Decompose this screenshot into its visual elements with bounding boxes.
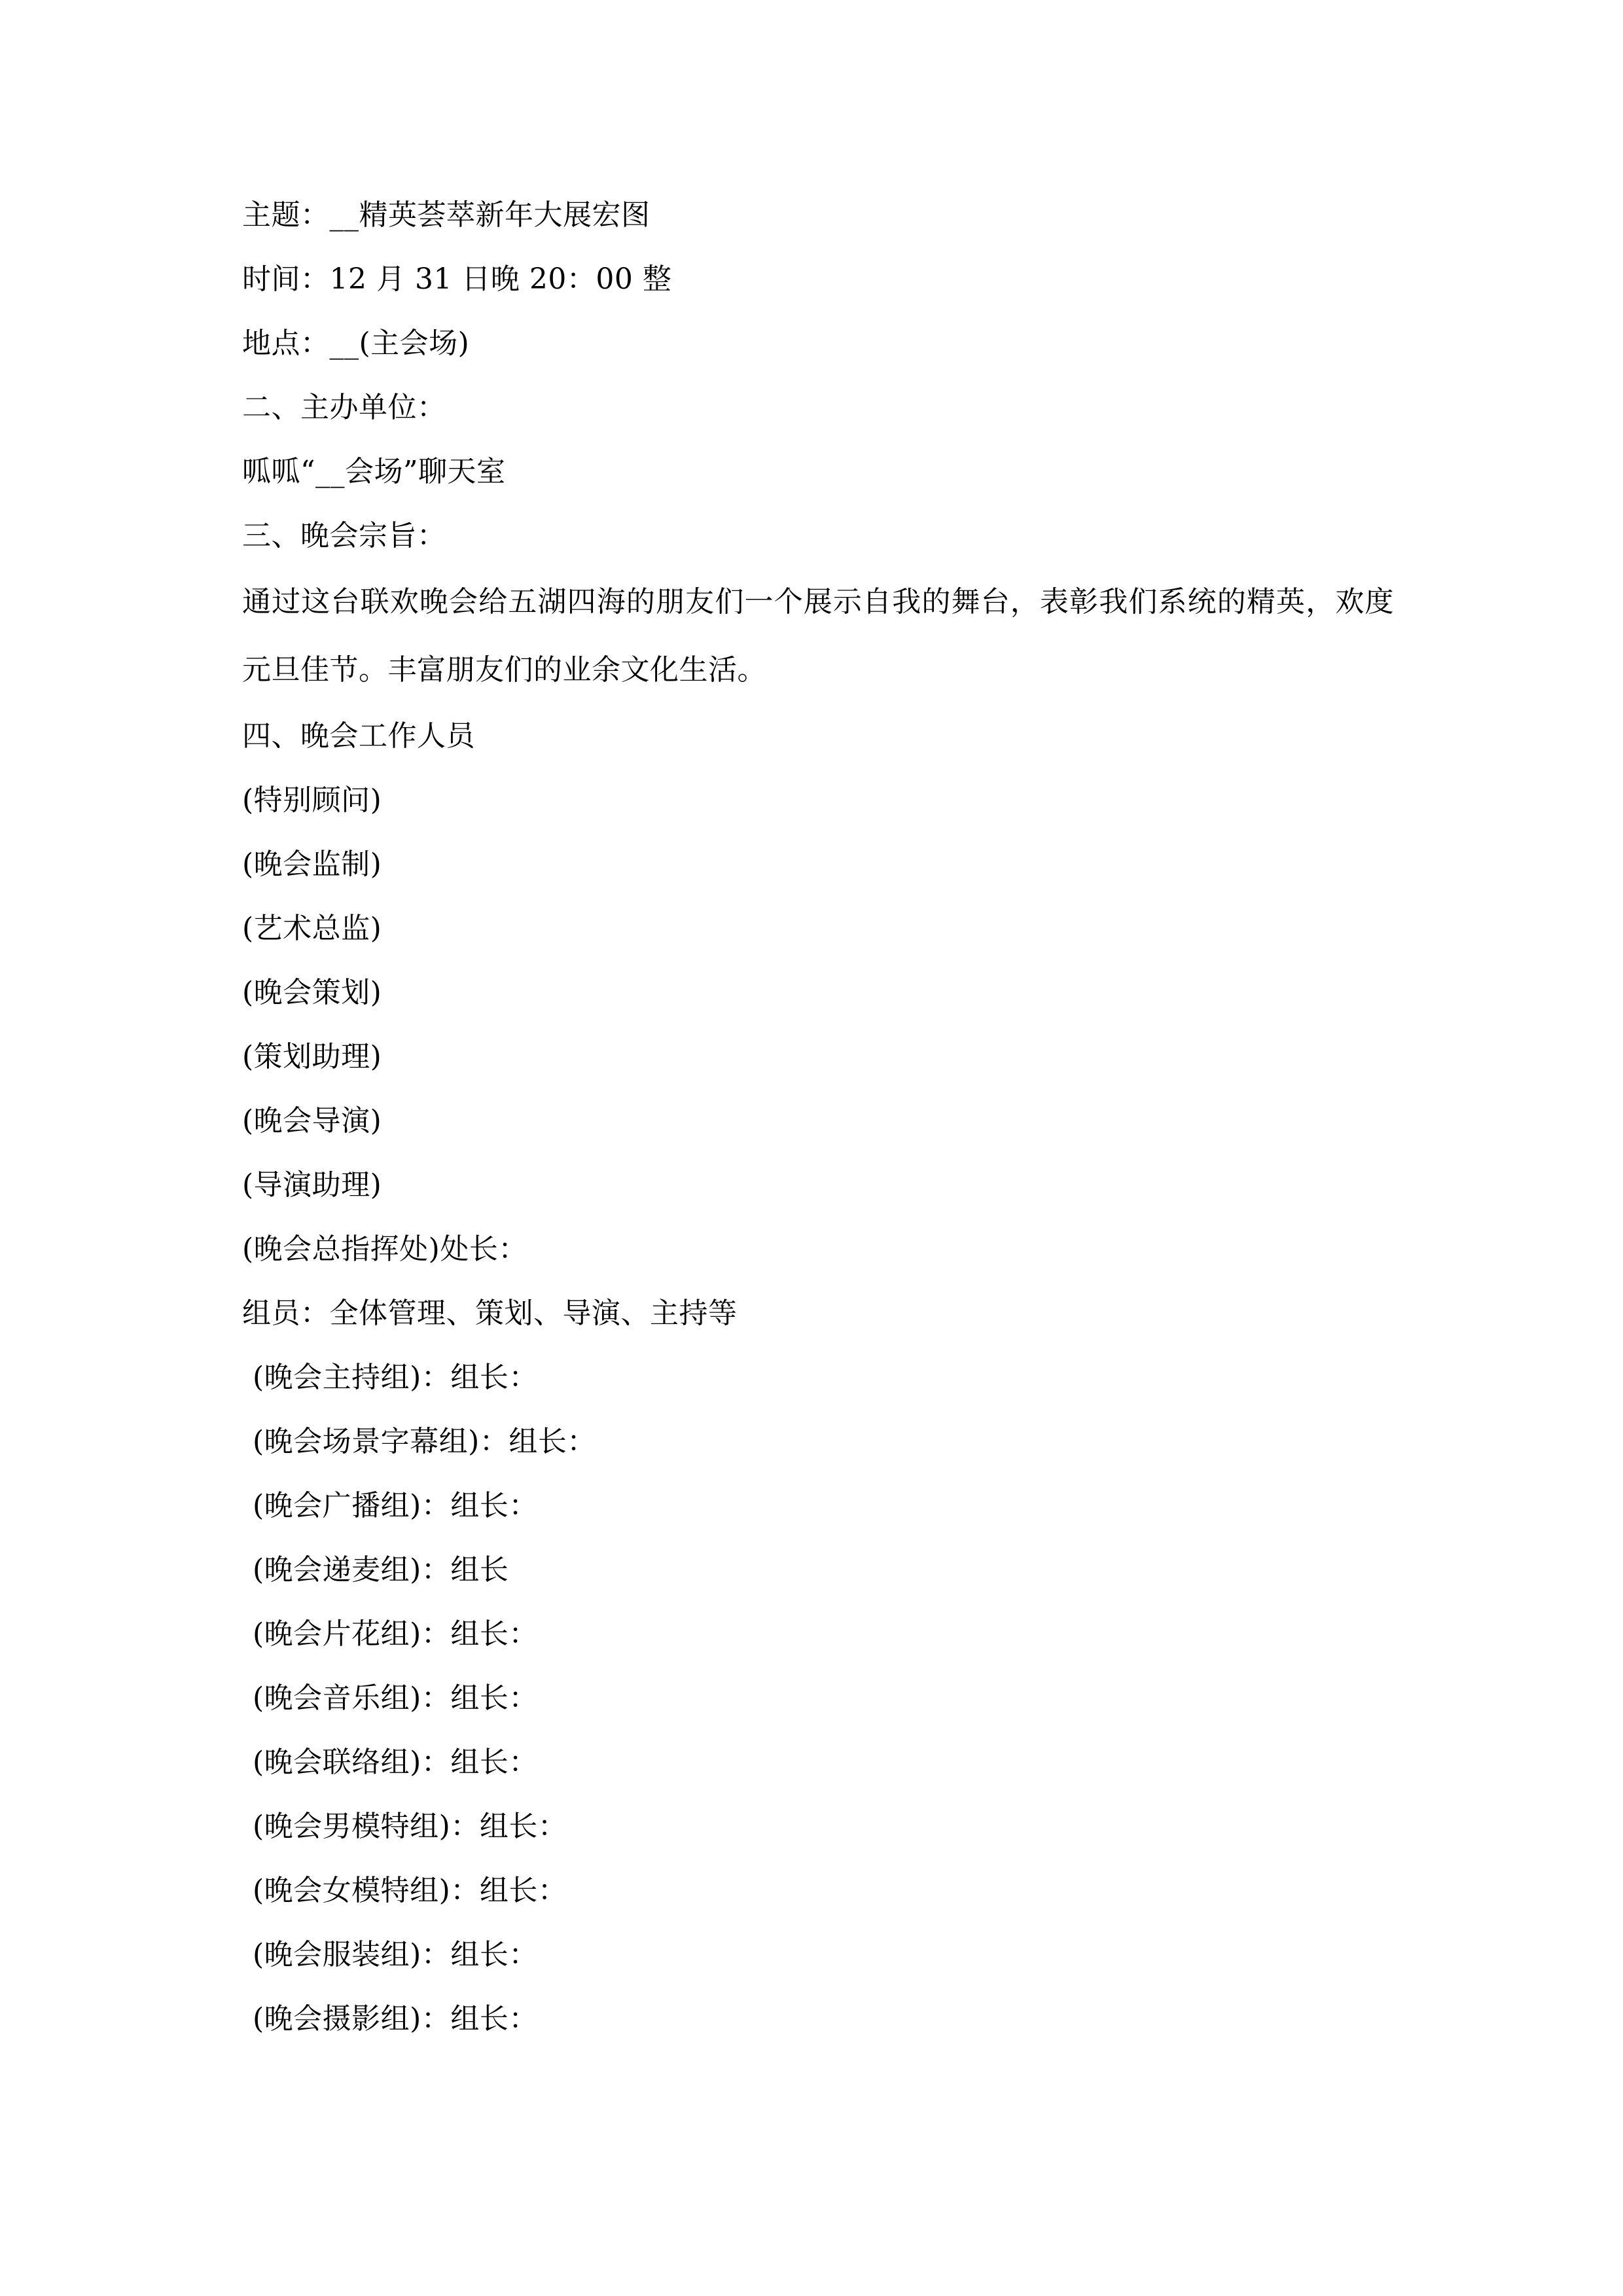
document-line: (晚会策划): [242, 976, 382, 1009]
document-paragraph: 通过这台联欢晚会给五湖四海的朋友们一个展示自我的舞台，表彰我们系统的精英，欢度元旦佳节。丰富朋友们的业余文化生活。: [242, 585, 1394, 687]
document-line: (导演助理): [242, 1168, 382, 1202]
document-line: (特别顾问): [242, 783, 382, 817]
document-line: (晚会联络组)：组长：: [253, 1746, 538, 1779]
document-line: 地点：__(主会场): [242, 327, 470, 360]
document-line: (艺术总监): [242, 912, 382, 945]
document-body: [242, 183, 1394, 2051]
document-line: (晚会主持组)：组长：: [253, 1361, 538, 1394]
document-line: (晚会广播组)：组长：: [253, 1489, 538, 1522]
document-line: 主题：__精英荟萃新年大展宏图: [242, 198, 651, 232]
document-line: 时间：12 月 31 日晚 20：00 整: [242, 262, 672, 296]
document-line: 组员：全体管理、策划、导演、主持等: [242, 1297, 738, 1330]
document-line: (晚会片花组)：组长：: [253, 1617, 538, 1651]
document-line: (晚会总指挥处)处长：: [242, 1232, 527, 1266]
document-line: (晚会服装组)：组长：: [253, 1938, 538, 1971]
document-line: 二、主办单位：: [242, 391, 446, 424]
document-line: 四、晚会工作人员: [242, 719, 475, 753]
document-line: 三、晚会宗旨：: [242, 519, 446, 552]
document-line: (晚会摄影组)：组长：: [253, 2002, 538, 2036]
document-line: (晚会男模特组)：组长：: [253, 1810, 567, 1843]
document-line: (晚会递麦组)：组长: [253, 1553, 509, 1587]
document-line: 呱呱“__会场”聊天室: [242, 455, 506, 488]
document-line: (晚会导演): [242, 1104, 382, 1138]
document-line: (晚会监制): [242, 848, 382, 881]
document-line: (晚会女模特组)：组长：: [253, 1874, 567, 1907]
document-line: (晚会场景字幕组)：组长：: [253, 1425, 596, 1458]
document-line: (晚会音乐组)：组长：: [253, 1681, 538, 1715]
document-line: (策划助理): [242, 1040, 382, 1073]
